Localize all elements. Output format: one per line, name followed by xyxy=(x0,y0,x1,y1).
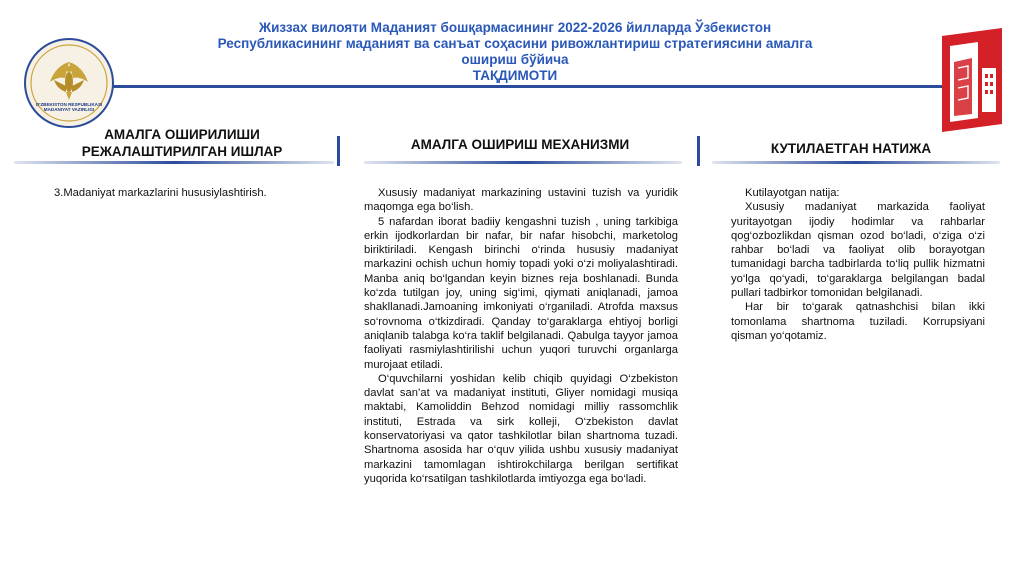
jizzakh-emblem xyxy=(938,28,1006,132)
column-1-underline xyxy=(14,161,334,164)
red-building-emblem-icon xyxy=(938,28,1006,132)
title-line-4: ТАҚДИМОТИ xyxy=(472,68,558,83)
humo-bird-emblem-icon xyxy=(26,40,112,126)
presentation-title xyxy=(170,20,860,84)
column-3-underline xyxy=(712,161,1000,164)
logo-caption: O'ZBEKISTON RESPUBLIKASI MADANIYAT VAZIRLIGI xyxy=(35,102,103,113)
title-line-2: Республикасининг маданият ва санъат соҳасини ривожлантириш стратегиясини амалга xyxy=(217,36,813,51)
paragraph: Har bir to‘garak qatnashchisi bilan ikki tomonlama shartnoma tuziladi. Korrupsiyani qisman yo‘qotamiz. xyxy=(731,301,985,342)
list-item: 3.Madaniyat markazlarini hususiylashtirish. xyxy=(54,187,267,199)
header-divider-line xyxy=(112,85,964,88)
column-heading-planned-works: АМАЛГА ОШИРИЛИШИ РЕЖАЛАШТИРИЛГАН ИШЛАР xyxy=(81,127,283,159)
ministry-logo xyxy=(24,38,114,128)
column-divider xyxy=(337,136,340,166)
title-line-3: ошириш бўйича xyxy=(461,52,569,67)
mechanism-text xyxy=(364,186,678,486)
expected-result-text xyxy=(731,186,985,343)
paragraph: O‘quvchilarni yoshidan kelib chiqib quyidagi O‘zbekiston davlat san’at va madaniyat instituti, Gliyer nomidagi musiqa maktabi, Kamoliddin Behzod nomidagi milliy rassomchlik instituti, Estrada va sirk kolleji, O‘zbekiston davlat konservatoriyasi va qator tashkilotlar bilan shartnoma tuzadi. Shartnoma asosida har o‘quv yilida ushbu xususiy madaniyat markazini tamomlagan ishtirokchilarga berilgan sertifikat yuqorida ko‘rsatilgan tashkilotlarda imtiyozga ega bo‘ladi. xyxy=(364,372,678,485)
column-heading-expected-result: КУТИЛАЕТГАН НАТИЖА xyxy=(770,141,932,156)
column-2-underline xyxy=(364,161,682,164)
title-line-1: Жиззах вилояти Маданият бошқармасининг 2022-2026 йилларда Ўзбекистон xyxy=(258,20,772,35)
paragraph: Xususiy madaniyat markazining ustavini tuzish va yuridik maqomga ega bo‘lish. xyxy=(364,187,678,214)
column-heading-mechanism: АМАЛГА ОШИРИШ МЕХАНИЗМИ xyxy=(410,137,630,152)
paragraph: 5 nafardan iborat badiiy kengashni tuzish , uning tarkibiga erkin ijodkorlardan bir nafar, bir nafar hisobchi, marketolog biriktiriladi. Kengash birinchi o‘rinda hususiy madaniyat markazini ochish uchun homiy topadi yoki o‘zi moliyalashtiradi. Manba aniq bo‘lgandan keyin biznes reja boshlanadi. Bunda ko‘zda tutilgan joy, uning sig‘imi, qiymati aniqlanadi, jamoa shakllanadi.Jamoaning imkoniyati o‘rganiladi. Atrofda maxsus so‘rovnoma o‘tkizdiradi. Qanday to‘garaklarga ehtiyoj borligi aniqlanib talabga ko‘ra taklif belgilanadi. Qabulga tayyor jamoa faoliyati rasmiylashtirilishi uchun yuqori turuvchi organlarga murojaat etiladi. xyxy=(364,215,678,371)
column-divider xyxy=(697,136,700,166)
paragraph: Kutilayotgan natija: xyxy=(745,187,840,199)
planned-works-text xyxy=(54,186,324,200)
paragraph: Xususiy madaniyat markazida faoliyat yuritayotgan ijodiy hodimlar va rahbarlar qog‘ozbozlikdan qisman ozod bo‘ladi, o‘ziga o‘zi rahbar bo‘ladi va faoliyat olib borayotgan tumanidagi barcha tadbirlarda to‘liq pullik hizmatni yo‘lga qo‘yadi, to‘garaklarga belgilangan badal pullari tadbirkor tomonidan belgilanadi. xyxy=(731,201,985,300)
